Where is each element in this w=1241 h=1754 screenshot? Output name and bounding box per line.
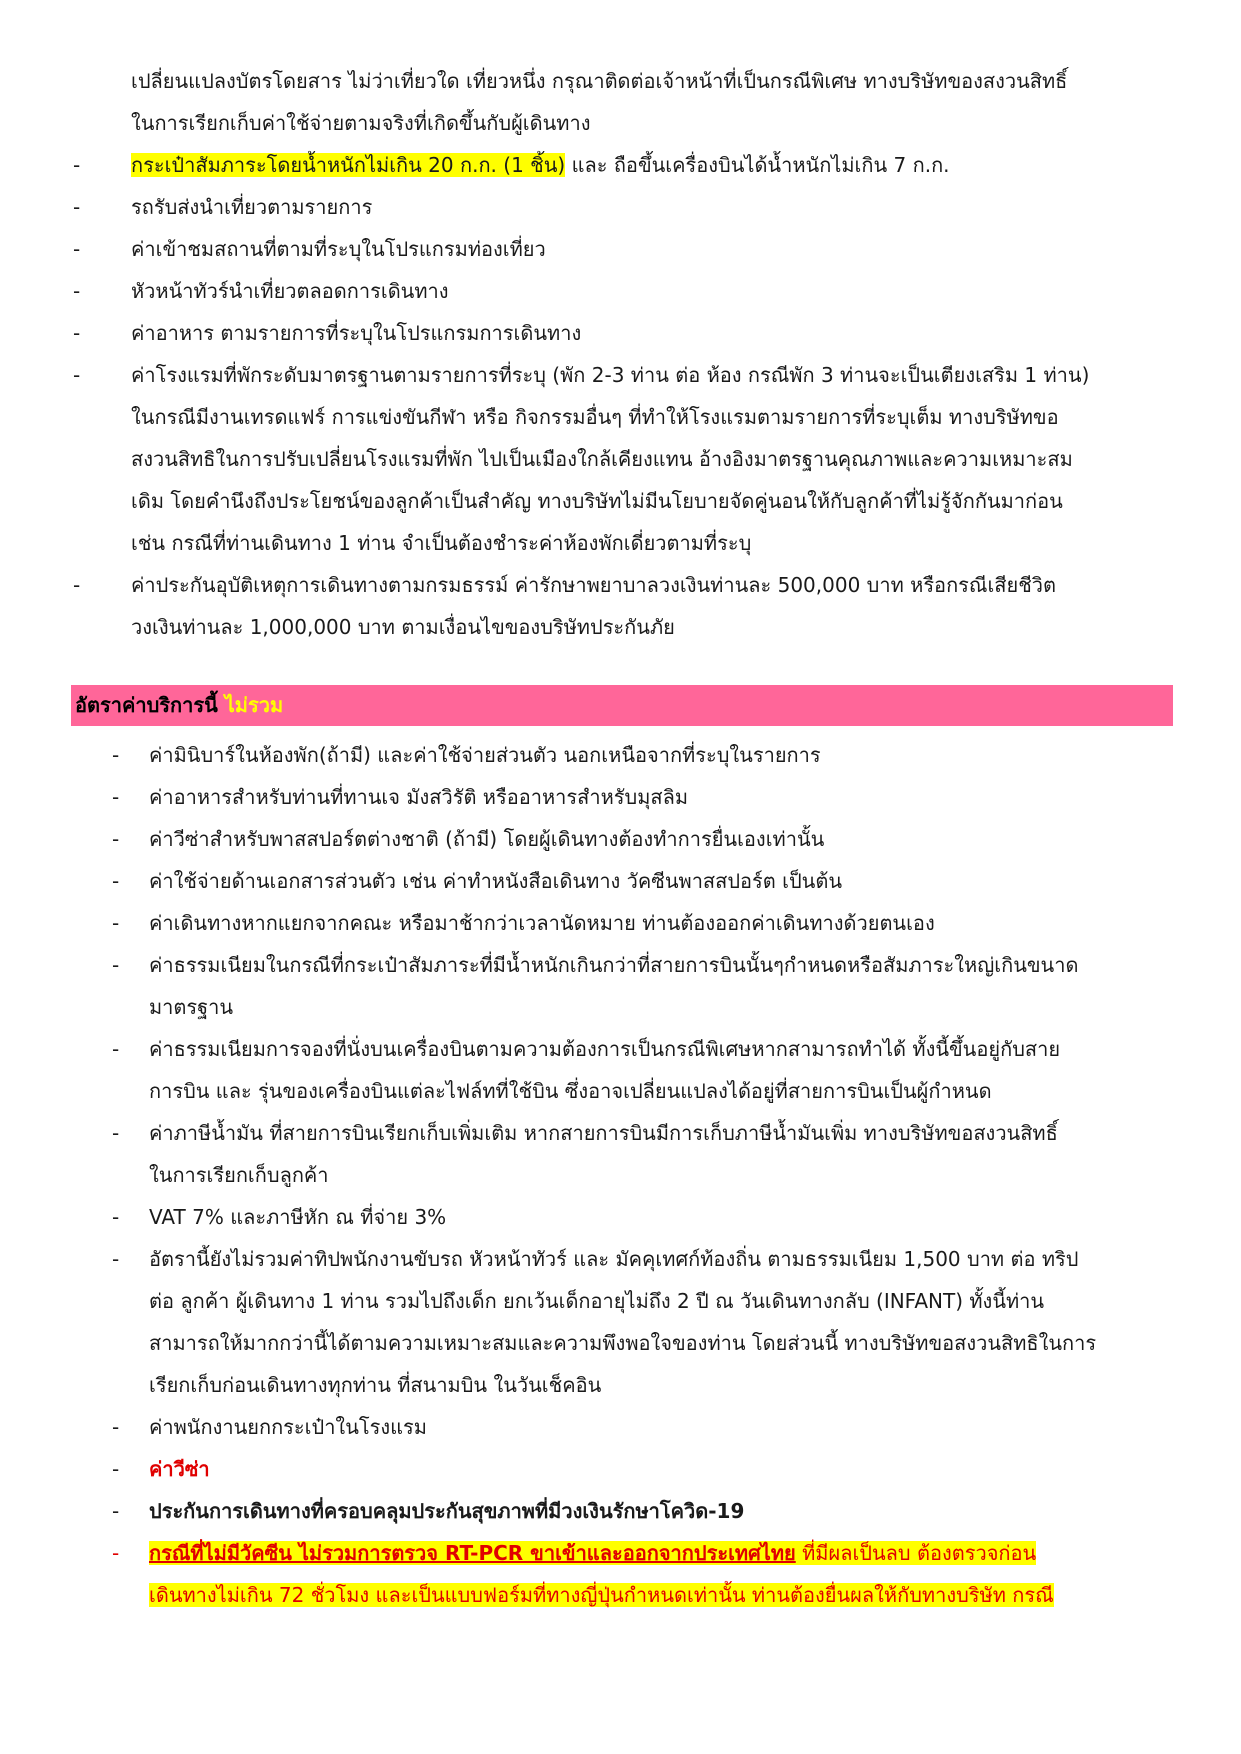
list-line: ค่าอาหารสำหรับท่านที่ทานเจ มังสวิรัติ หรืออาหารสำหรับมุสลิม [149, 785, 689, 809]
bullet-dash: - [112, 1121, 120, 1145]
bullet-dash: - [73, 279, 81, 303]
list-item [112, 734, 1181, 776]
list-item-covid-insurance [112, 1490, 1181, 1532]
list-item [112, 1196, 1181, 1238]
list-item [112, 1028, 1181, 1112]
list-line: สามารถให้มากกว่านี้ได้ตามความเหมาะสมและความพึงพอใจของท่าน โดยส่วนนี้ ทางบริษัทขอสงวนสิทธิในการ [149, 1331, 1097, 1355]
list-item [73, 270, 1181, 312]
bullet-dash: - [112, 1457, 120, 1481]
rtpcr-line2: เดินทางไม่เกิน 72 ชั่วโมง และเป็นแบบฟอร์มที่ทางญี่ปุ่นกำหนดเท่านั้น ท่านต้องยื่นผลให้กับทางบริษัท กรณี [149, 1583, 1054, 1607]
list-line: ค่าเดินทางหากแยกจากคณะ หรือมาช้ากว่าเวลานัดหมาย ท่านต้องออกค่าเดินทางด้วยตนเอง [149, 911, 935, 935]
list-line: ในการเรียกเก็บค่าใช้จ่ายตามจริงที่เกิดขึ้นกับผู้เดินทาง [131, 111, 591, 135]
list-item [73, 186, 1181, 228]
list-item-rtpcr [112, 1532, 1181, 1616]
baggage-text: และ ถือขึ้นเครื่องบินได้น้ำหนักไม่เกิน 7 ก.ก. [565, 153, 950, 177]
bullet-dash: - [73, 321, 81, 345]
bullet-dash: - [73, 237, 81, 261]
list-line: เช่น กรณีที่ท่านเดินทาง 1 ท่าน จำเป็นต้องชำระค่าห้องพักเดี่ยวตามที่ระบุ [131, 531, 752, 555]
bullet-dash: - [112, 1499, 120, 1523]
list-line: ค่าวีซ่าสำหรับพาสสปอร์ตต่างชาติ (ถ้ามี) โดยผู้เดินทางต้องทำการยื่นเองเท่านั้น [149, 827, 825, 851]
bullet-dash: - [73, 363, 81, 387]
list-line: อัตรานี้ยังไม่รวมค่าทิปพนักงานขับรถ หัวหน้าทัวร์ และ มัคคุเทศก์ท้องถิ่น ตามธรรมเนียม 1,500 บาท ต่อ ทริป [149, 1247, 1079, 1271]
list-line: ค่าพนักงานยกกระเป๋าในโรงแรม [149, 1415, 427, 1439]
list-item-visa [112, 1448, 1181, 1490]
list-line: ค่าธรรมเนียมในกรณีที่กระเป๋าสัมภาระที่มีน้ำหนักเกินกว่าที่สายการบินนั้นๆกำหนดหรือสัมภาระใหญ่เกินขนาด [149, 953, 1079, 977]
list-item [112, 1112, 1181, 1196]
list-line: หัวหน้าทัวร์นำเที่ยวตลอดการเดินทาง [131, 279, 449, 303]
list-item-insurance [73, 564, 1181, 648]
bullet-dash: - [112, 1415, 120, 1439]
bullet-dash: - [73, 195, 81, 219]
list-line: ค่าประกันอุบัติเหตุการเดินทางตามกรมธรรม์ ค่ารักษาพยาบาลวงเงินท่านละ 500,000 บาท หรือกรณีเสียชีวิต [131, 573, 1057, 597]
list-item [112, 1406, 1181, 1448]
list-line: ค่าใช้จ่ายด้านเอกสารส่วนตัว เช่น ค่าทำหนังสือเดินทาง วัคซีนพาสสปอร์ต เป็นต้น [149, 869, 843, 893]
list-item [73, 312, 1181, 354]
excluded-list [112, 734, 1181, 1616]
list-item [112, 818, 1181, 860]
list-line: เปลี่ยนแปลงบัตรโดยสาร ไม่ว่าเที่ยวใด เที่ยวหนึ่ง กรุณาติดต่อเจ้าหน้าที่เป็นกรณีพิเศษ ทางบริษัทของสงวนสิทธิ์ [131, 69, 1068, 93]
bullet-dash: - [112, 785, 120, 809]
list-line: เดิม โดยคำนึงถึงประโยชน์ของลูกค้าเป็นสำคัญ ทางบริษัทไม่มีนโยบายจัดคู่นอนให้กับลูกค้าที่ไม่รู้จักกันมาก่อน [131, 489, 1063, 513]
list-line: ต่อ ลูกค้า ผู้เดินทาง 1 ท่าน รวมไปถึงเด็ก ยกเว้นเด็กอายุไม่ถึง 2 ปี ณ วันเดินทางกลับ (INFANT) ทั้งนี้ท่าน [149, 1289, 1045, 1313]
list-line: รถรับส่งนำเที่ยวตามรายการ [131, 195, 373, 219]
included-list [73, 60, 1181, 648]
list-line: ในการเรียกเก็บลูกค้า [149, 1163, 329, 1187]
list-item [112, 902, 1181, 944]
visa-text: ค่าวีซ่า [149, 1457, 210, 1481]
list-item [131, 60, 1181, 144]
list-line: การบิน และ รุ่นของเครื่องบินแต่ละไฟล์ทที่ใช้บิน ซึ่งอาจเปลี่ยนแปลงได้อยู่ที่สายการบินเป็นผู้กำหนด [149, 1079, 992, 1103]
list-line: วงเงินท่านละ 1,000,000 บาท ตามเงื่อนไขของบริษัทประกันภัย [131, 615, 675, 639]
bullet-dash: - [112, 869, 120, 893]
list-line: ค่าโรงแรมที่พักระดับมาตรฐานตามรายการที่ระบุ (พัก 2-3 ท่าน ต่อ ห้อง กรณีพัก 3 ท่านจะเป็นเตียงเสริม 1 ท่าน) [131, 363, 1090, 387]
section-title-highlight: ไม่รวม [217, 693, 284, 717]
bullet-dash: - [73, 153, 81, 177]
baggage-highlight: กระเป๋าสัมภาระโดยน้ำหนักไม่เกิน 20 ก.ก. (1 ชิ้น) [131, 153, 566, 177]
excluded-section-header [71, 685, 1173, 726]
list-item [112, 776, 1181, 818]
bullet-dash: - [112, 953, 120, 977]
list-line: เรียกเก็บก่อนเดินทางทุกท่าน ที่สนามบิน ในวันเช็คอิน [149, 1373, 602, 1397]
list-line: ค่าเข้าชมสถานที่ตามที่ระบุในโปรแกรมท่องเที่ยว [131, 237, 546, 261]
rtpcr-text: ที่มีผลเป็นลบ ต้องตรวจก่อน [795, 1541, 1037, 1565]
bullet-dash: - [112, 1205, 120, 1229]
list-line: ค่าธรรมเนียมการจองที่นั่งบนเครื่องบินตามความต้องการเป็นกรณีพิเศษหากสามารถทำได้ ทั้งนี้ขึ้นอยู่กับสาย [149, 1037, 1061, 1061]
list-item [112, 1238, 1181, 1406]
bullet-dash: - [112, 1541, 120, 1565]
list-line: ค่าอาหาร ตามรายการที่ระบุในโปรแกรมการเดินทาง [131, 321, 582, 345]
section-title: อัตราค่าบริการนี้ [75, 693, 218, 717]
list-line: มาตรฐาน [149, 995, 234, 1019]
rtpcr-underlined: กรณีที่ไม่มีวัคซีน ไม่รวมการตรวจ RT-PCR ขาเข้าและออกจากประเทศไทย [149, 1541, 796, 1565]
list-item-hotel [73, 354, 1181, 564]
list-item [112, 944, 1181, 1028]
list-line: ค่ามินิบาร์ในห้องพัก(ถ้ามี) และค่าใช้จ่ายส่วนตัว นอกเหนือจากที่ระบุในรายการ [149, 743, 821, 767]
list-line: VAT 7% และภาษีหัก ณ ที่จ่าย 3% [149, 1205, 447, 1229]
bullet-dash: - [112, 743, 120, 767]
list-line: ในกรณีมีงานเทรดแฟร์ การแข่งขันกีฬา หรือ กิจกรรมอื่นๆ ที่ทำให้โรงแรมตามรายการที่ระบุเต็ม ทางบริษัทขอ [131, 405, 1059, 429]
list-line: ค่าภาษีน้ำมัน ที่สายการบินเรียกเก็บเพิ่มเติม หากสายการบินมีการเก็บภาษีน้ำมันเพิ่ม ทางบริษัทขอสงวนสิทธิ์ [149, 1121, 1058, 1145]
covid-insurance-text: ประกันการเดินทางที่ครอบคลุมประกันสุขภาพที่มีวงเงินรักษาโควิด-19 [149, 1499, 745, 1523]
bullet-dash: - [112, 911, 120, 935]
bullet-dash: - [73, 573, 81, 597]
list-item [73, 228, 1181, 270]
bullet-dash: - [112, 827, 120, 851]
bullet-dash: - [112, 1247, 120, 1271]
list-item [112, 860, 1181, 902]
list-line: สงวนสิทธิในการปรับเปลี่ยนโรงแรมที่พัก ไปเป็นเมืองใกล้เคียงแทน อ้างอิงมาตรฐานคุณภาพและความเหมาะสม [131, 447, 1073, 471]
list-item-baggage [73, 144, 1181, 186]
bullet-dash: - [112, 1037, 120, 1061]
